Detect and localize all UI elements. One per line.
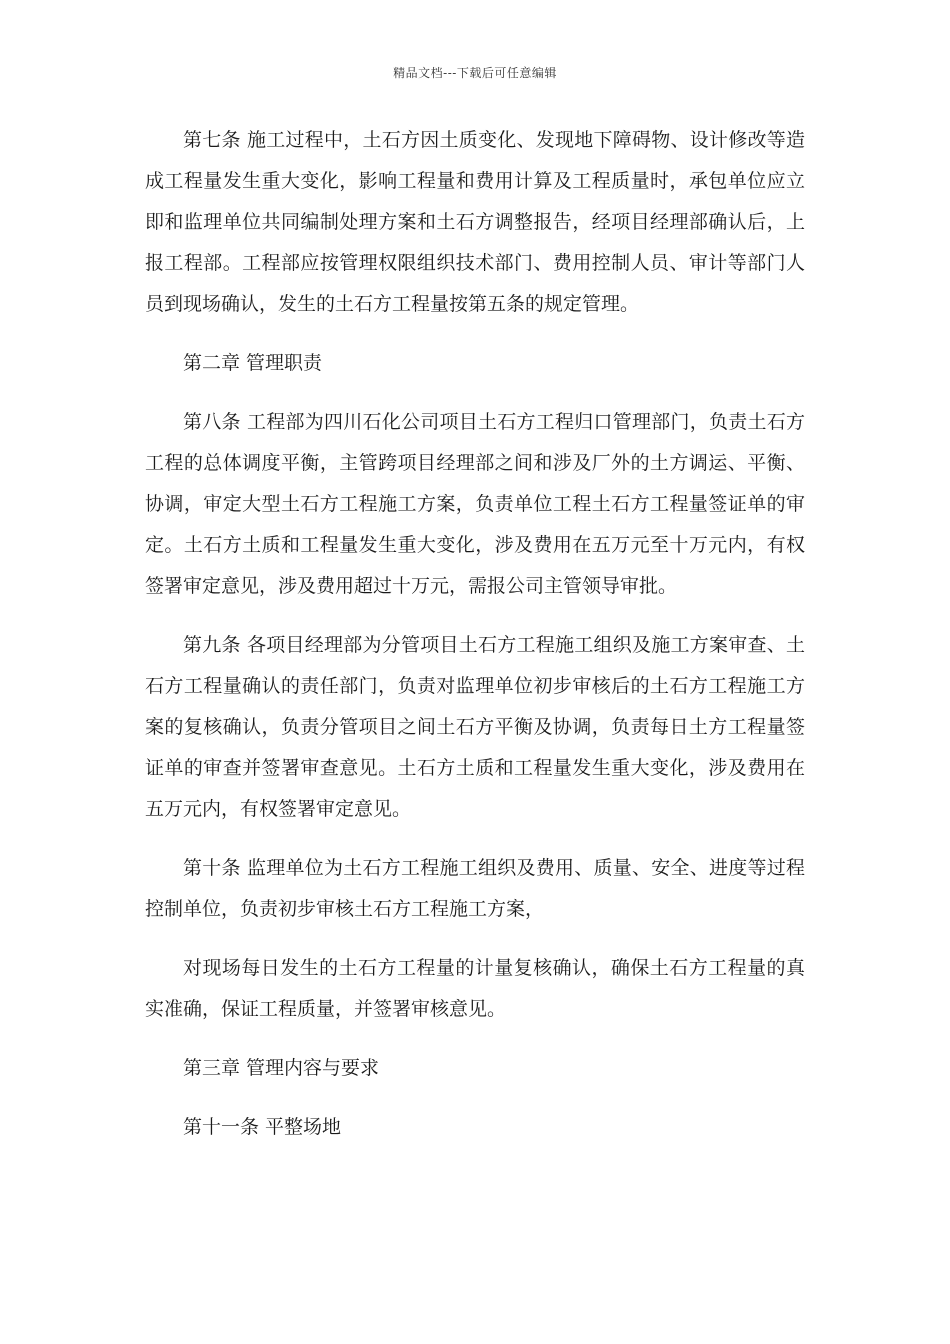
chapter-2-heading: 第二章 管理职责 bbox=[183, 352, 323, 374]
article-9: 第九条 各项目经理部为分管项目土石方工程施工组织及施工方案审查、土石方工程量确认的责任部门，负责对监理单位初步审核后的土石方工程施工方案的复核确认，负责分管项目之间土石方平衡及协调，负责每日土方工程量签证单的审查并签署审查意见。土石方土质和工程量发生重大变化，涉及费用在五万元内，有权签署审定意见。 bbox=[145, 634, 805, 820]
chapter-3-heading: 第三章 管理内容与要求 bbox=[183, 1057, 380, 1079]
article-11-heading: 第十一条 平整场地 bbox=[183, 1116, 342, 1138]
article-10: 第十条 监理单位为土石方工程施工组织及费用、质量、安全、进度等过程控制单位，负责初步审核土石方工程施工方案， bbox=[145, 857, 805, 920]
document-body bbox=[145, 120, 805, 1166]
page-header: 精品文档---下载后可任意编辑 bbox=[393, 66, 557, 80]
article-7: 第七条 施工过程中，土石方因土质变化、发现地下障碍物、设计修改等造成工程量发生重大变化，影响工程量和费用计算及工程质量时，承包单位应立即和监理单位共同编制处理方案和土石方调整报告，经项目经理部确认后，上报工程部。工程部应按管理权限组织技术部门、费用控制人员、审计等部门人员到现场确认，发生的土石方工程量按第五条的规定管理。 bbox=[145, 129, 805, 315]
article-8: 第八条 工程部为四川石化公司项目土石方工程归口管理部门，负责土石方工程的总体调度平衡，主管跨项目经理部之间和涉及厂外的土方调运、平衡、协调，审定大型土石方工程施工方案，负责单位工程土石方工程量签证单的审定。土石方土质和工程量发生重大变化，涉及费用在五万元至十万元内，有权签署审定意见，涉及费用超过十万元，需报公司主管领导审批。 bbox=[145, 411, 805, 597]
article-10-continued: 对现场每日发生的土石方工程量的计量复核确认，确保土石方工程量的真实准确，保证工程质量，并签署审核意见。 bbox=[145, 957, 805, 1020]
